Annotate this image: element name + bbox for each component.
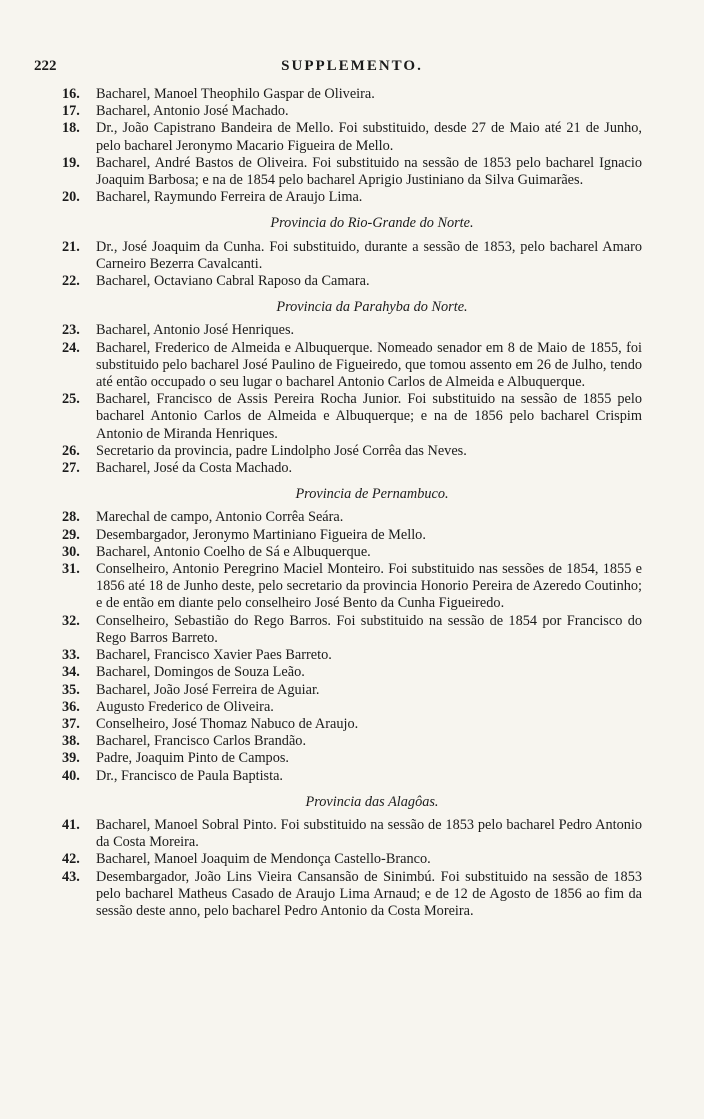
- entry-text: Bacharel, Francisco de Assis Pereira Rocha Junior. Foi substituido na sessão de 1855 pelo bacharel Antonio Carlos de Almeida e Albuquerque; e na de 1856 pelo bacharel Crispim Antonio de Miranda Henriques.: [96, 391, 642, 442]
- entry-text: Bacharel, Frederico de Almeida e Albuquerque. Nomeado senador em 8 de Maio de 1855, foi substituido pelo bacharel José Paulino de Figueiredo, que tomou assento em 26 de Julho, tendo até então occupado o seu lugar o bacharel Antonio Carlos de Almeida e Albuquerque.: [96, 339, 642, 391]
- list-item: [62, 613, 642, 647]
- list-item: [62, 189, 642, 206]
- list-item: [62, 86, 642, 103]
- entry-number: 21.: [62, 238, 80, 255]
- entry-number: 25.: [62, 391, 80, 408]
- entry-number: 29.: [62, 526, 80, 543]
- entry-text: Padre, Joaquim Pinto de Campos.: [96, 750, 289, 767]
- province-heading: Provincia de Pernambuco.: [295, 486, 449, 503]
- list-item: [62, 103, 642, 120]
- entry-text: Dr., José Joaquim da Cunha. Foi substituido, durante a sessão de 1853, pelo bacharel Amaro Carneiro Bezerra Cavalcanti.: [96, 238, 642, 272]
- entry-number: 32.: [62, 612, 80, 629]
- entry-number: 33.: [62, 647, 80, 664]
- entry-text: Desembargador, Jeronymo Martiniano Figueira de Mello.: [96, 526, 426, 543]
- entry-number: 34.: [62, 664, 80, 681]
- entry-number: 26.: [62, 442, 80, 459]
- entry-text: Bacharel, Antonio Coelho de Sá e Albuquerque.: [96, 543, 371, 560]
- list-item: [62, 239, 642, 273]
- entry-text: Bacharel, Raymundo Ferreira de Araujo Lima.: [96, 189, 363, 206]
- entry-text: Bacharel, José da Costa Machado.: [96, 460, 293, 477]
- entry-number: 38.: [62, 733, 80, 750]
- page-number: 222: [34, 58, 57, 74]
- list-item: [62, 561, 642, 613]
- entry-number: 30.: [62, 543, 80, 560]
- entry-number: 31.: [62, 561, 80, 578]
- entry-text: Bacharel, Francisco Xavier Paes Barreto.: [96, 647, 332, 664]
- entry-number: 22.: [62, 273, 80, 290]
- entry-number: 24.: [62, 339, 80, 356]
- list-item: [62, 733, 642, 750]
- entry-number: 20.: [62, 189, 80, 206]
- entry-number: 23.: [62, 322, 80, 339]
- entry-number: 37.: [62, 715, 80, 732]
- entry-text: Bacharel, Francisco Carlos Brandão.: [96, 733, 307, 750]
- entry-number: 18.: [62, 120, 80, 137]
- list-item: [62, 664, 642, 681]
- province-heading: Provincia das Alagôas.: [305, 793, 439, 810]
- entry-text: Dr., João Capistrano Bandeira de Mello. Foi substituido, desde 27 de Maio até 21 de Junho, pelo bacharel Jeronymo Macario Figueira de Mello.: [96, 120, 642, 154]
- entry-text: Bacharel, André Bastos de Oliveira. Foi substituido na sessão de 1853 pelo bacharel Ignacio Joaquim Barbosa; e na de 1854 pelo bacharel Aprigio Justiniano da Silva Guimarães.: [96, 154, 642, 189]
- entry-text: Marechal de campo, Antonio Corrêa Seára.: [96, 509, 344, 526]
- list-item: [62, 682, 642, 699]
- entry-number: 27.: [62, 460, 80, 477]
- entry-number: 42.: [62, 851, 80, 868]
- province-heading: Provincia da Parahyba do Norte.: [276, 299, 468, 316]
- list-item: [62, 869, 642, 921]
- list-item: [62, 527, 642, 544]
- entry-number: 19.: [62, 154, 80, 171]
- entry-text: Conselheiro, José Thomaz Nabuco de Araujo.: [96, 715, 359, 732]
- list-item: [62, 273, 642, 290]
- entry-text: Bacharel, João José Ferreira de Aguiar.: [96, 681, 320, 698]
- entry-text: Dr., Francisco de Paula Baptista.: [96, 767, 284, 784]
- entry-text: Secretario da provincia, padre Lindolpho José Corrêa das Neves.: [96, 442, 467, 459]
- list-item: [62, 647, 642, 664]
- entry-text: Bacharel, Domingos de Souza Leão.: [96, 664, 305, 681]
- list-item: [62, 340, 642, 392]
- list-item: [62, 851, 642, 868]
- entry-text: Bacharel, Manoel Sobral Pinto. Foi substituido na sessão de 1853 pelo bacharel Pedro Antonio da Costa Moreira.: [96, 816, 642, 851]
- entry-text: Bacharel, Antonio José Machado.: [96, 103, 289, 120]
- list-item: [62, 716, 642, 733]
- entry-text: Conselheiro, Sebastião do Rego Barros. Foi substituido na sessão de 1854 por Francisco do Rego Barros Barreto.: [96, 612, 642, 646]
- entry-text: Bacharel, Manoel Joaquim de Mendonça Castello-Branco.: [96, 851, 431, 868]
- entry-number: 41.: [62, 816, 80, 833]
- list-item: [62, 509, 642, 526]
- list-item: [62, 544, 642, 561]
- list-item: [62, 817, 642, 851]
- entry-number: 40.: [62, 767, 80, 784]
- entry-number: 28.: [62, 509, 80, 526]
- entry-number: 16.: [62, 86, 80, 102]
- list-item: [62, 322, 642, 339]
- list-item: [62, 750, 642, 767]
- list-item: [62, 120, 642, 154]
- entry-number: 36.: [62, 698, 80, 715]
- entry-number: 35.: [62, 681, 80, 698]
- entry-number: 43.: [62, 868, 80, 885]
- entry-text: Desembargador, João Lins Vieira Cansansão de Sinimbú. Foi substituido na sessão de 1853 pelo bacharel Matheus Casado de Araujo Lima Arnaud; e de 12 de Agosto de 1856 ao fim da sessão deste anno, pelo bacharel Pedro Antonio da Costa Moreira.: [96, 868, 642, 919]
- entry-text: Bacharel, Manoel Theophilo Gaspar de Oliveira.: [96, 86, 375, 102]
- list-item: [62, 391, 642, 443]
- list-item: [62, 699, 642, 716]
- entry-number: 17.: [62, 103, 80, 120]
- list-item: [62, 768, 642, 785]
- entry-text: Conselheiro, Antonio Peregrino Maciel Monteiro. Foi substituido nas sessões de 1854, 1855 e 1856 até 18 de Junho deste, pelo secretario da provincia Honorio Pereira de Azeredo Coutinho; e de então em diante pelo conselheiro José Bento da Cunha Figueiredo.: [96, 561, 642, 612]
- province-heading: Provincia do Rio-Grande do Norte.: [270, 215, 474, 232]
- running-title: SUPPLEMENTO.: [281, 58, 423, 74]
- list-item: [62, 155, 642, 189]
- deputies-list: [62, 86, 642, 920]
- entry-text: Bacharel, Antonio José Henriques.: [96, 322, 295, 339]
- list-item: [62, 443, 642, 460]
- entry-number: 39.: [62, 750, 80, 767]
- list-item: [62, 460, 642, 477]
- entry-text: Augusto Frederico de Oliveira.: [96, 698, 274, 715]
- entry-text: Bacharel, Octaviano Cabral Raposo da Camara.: [96, 273, 370, 290]
- page-header: [0, 58, 704, 82]
